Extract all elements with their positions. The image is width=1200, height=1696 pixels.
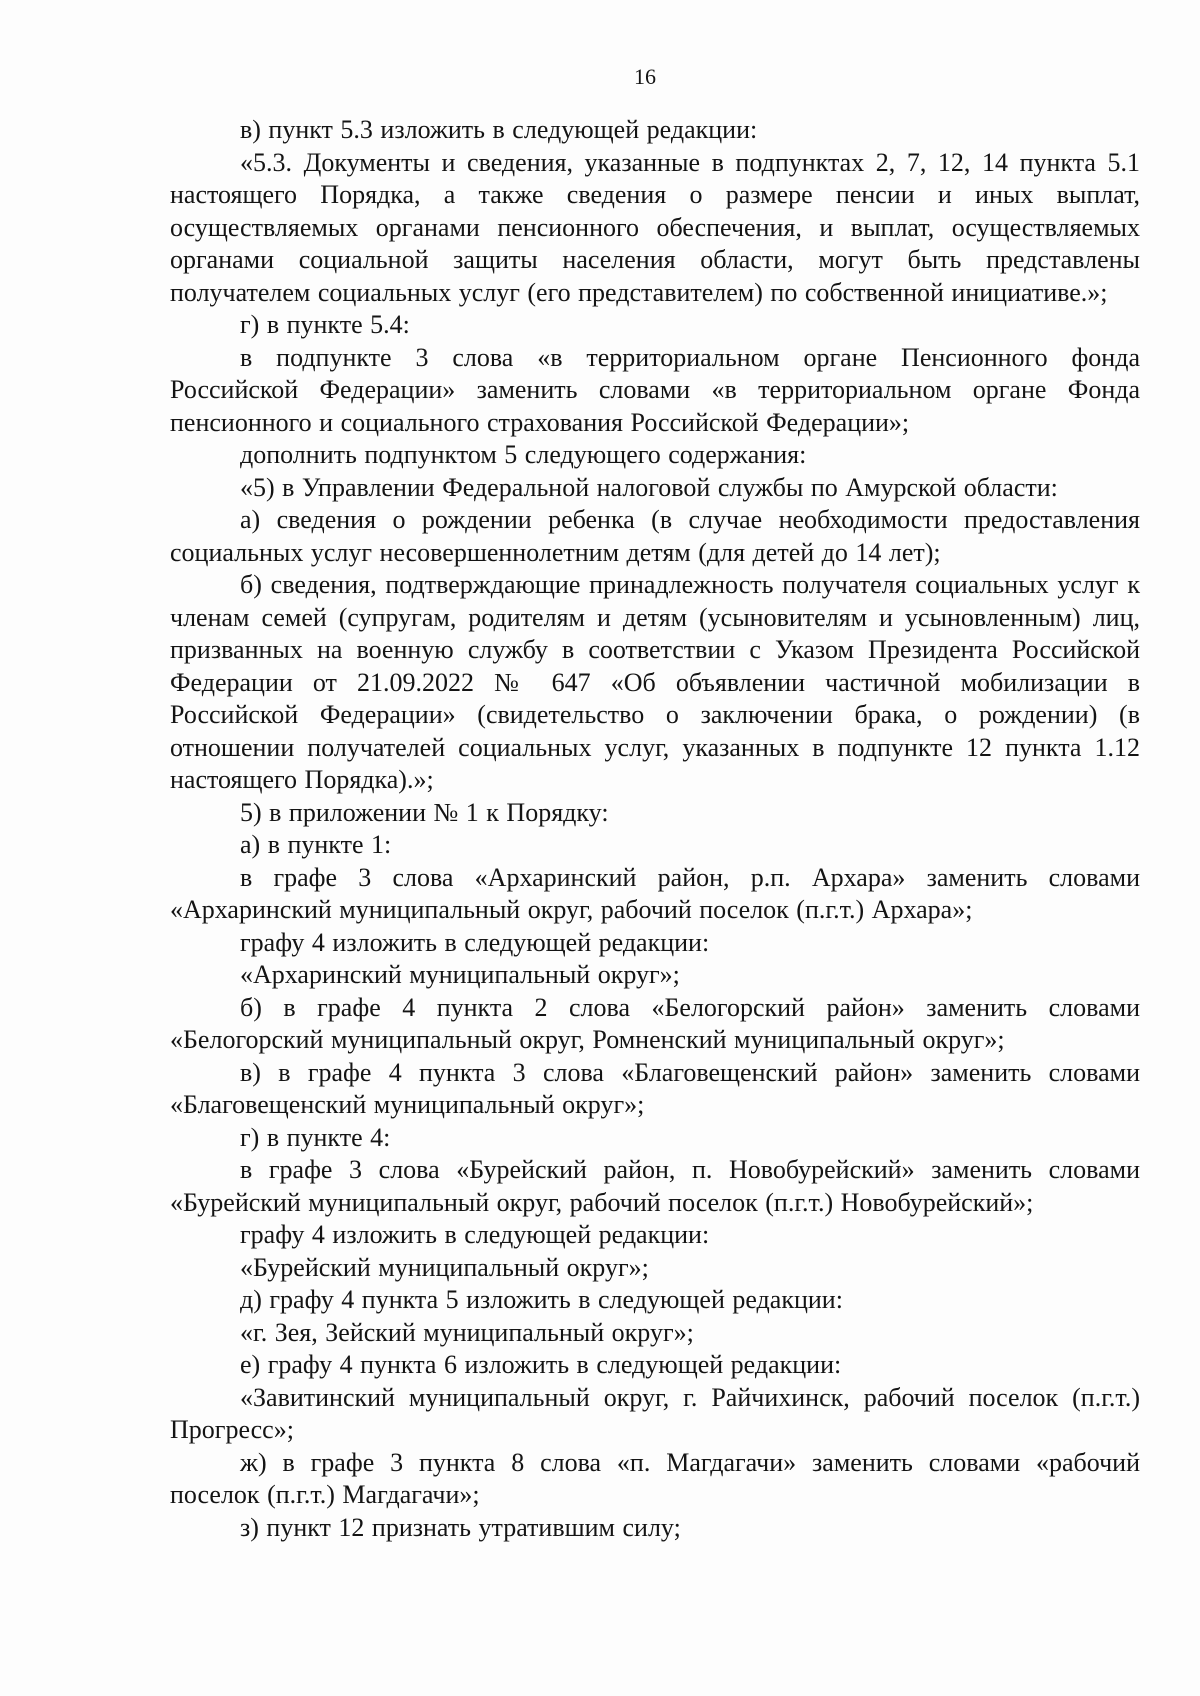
paragraph-23: «Завитинский муниципальный округ, г. Райчихинск, рабочий поселок (п.г.т.) Прогресс»; — [170, 1382, 1140, 1444]
paragraph-13: «Архаринский муниципальный округ»; — [240, 960, 680, 989]
paragraph-25: з) пункт 12 признать утратившим силу; — [240, 1512, 681, 1542]
paragraph-19: «Бурейский муниципальный округ»; — [240, 1252, 649, 1282]
paragraph-2: «5.3. Документы и сведения, указанные в подпунктах 2, 7, 12, 14 пункта 5.1 настоящего Порядка, а также сведения о размере пенсии и иных выплат, осуществляемых органами пенсионного обеспечения, и выплат, осуществляемых органами социальной защиты населения области, могут быть представлены получателем социальных услуг (его представителем) по собственной инициативе.»; — [170, 147, 1140, 307]
paragraph-14: б) в графе 4 пункта 2 слова «Белогорский район» заменить словами «Белогорский муниципальный округ, Ромненский муниципальный округ»; — [170, 992, 1140, 1054]
paragraph-15: в) в графе 4 пункта 3 слова «Благовещенский район» заменить словами «Благовещенский муниципальный округ»; — [170, 1057, 1140, 1119]
paragraph-1: в) пункт 5.3 изложить в следующей редакции: — [240, 115, 758, 144]
paragraph-5: дополнить подпунктом 5 следующего содержания: — [240, 440, 807, 469]
document-body — [170, 114, 1140, 1544]
paragraph-24: ж) в графе 3 пункта 8 слова «п. Магдагачи» заменить словами «рабочий поселок (п.г.т.) Магдагачи»; — [170, 1447, 1140, 1509]
paragraph-16: г) в пункте 4: — [240, 1122, 391, 1152]
paragraph-18: графу 4 изложить в следующей редакции: — [240, 1220, 710, 1249]
paragraph-22: е) графу 4 пункта 6 изложить в следующей редакции: — [240, 1350, 842, 1379]
paragraph-4: в подпункте 3 слова «в территориальном органе Пенсионного фонда Российской Федерации» заменить словами «в территориальном органе Фонда пенсионного и социального страхования Российской Федерации»; — [170, 342, 1140, 437]
paragraph-20: д) графу 4 пункта 5 изложить в следующей редакции: — [240, 1285, 843, 1314]
paragraph-3: г) в пункте 5.4: — [240, 310, 410, 339]
paragraph-8: б) сведения, подтверждающие принадлежность получателя социальных услуг к членам семей (супругам, родителям и детям (усыновителям и усыновленным) лиц, призванных на военную службу в соответствии с Указом Президента Российской Федерации от 21.09.2022 № 647 «Об объявлении частичной мобилизации в Российской Федерации» (свидетельство о заключении брака, о рождении) (в отношении получателей социальных услуг, указанных в подпункте 12 пункта 1.12 настоящего Порядка).»; — [170, 570, 1140, 794]
paragraph-12: графу 4 изложить в следующей редакции: — [240, 927, 710, 957]
page-number: 16 — [634, 64, 656, 89]
paragraph-7: а) сведения о рождении ребенка (в случае необходимости предоставления социальных услуг несовершеннолетним детям (для детей до 14 лет); — [170, 505, 1140, 567]
paragraph-6: «5) в Управлении Федеральной налоговой службы по Амурской области: — [240, 472, 1058, 502]
paragraph-21: «г. Зея, Зейский муниципальный округ»; — [240, 1317, 694, 1347]
paragraph-9: 5) в приложении № 1 к Порядку: — [240, 797, 609, 827]
paragraph-17: в графе 3 слова «Бурейский район, п. Новобурейский» заменить словами «Бурейский муниципальный округ, рабочий поселок (п.г.т.) Новобурейский»; — [170, 1155, 1140, 1217]
paragraph-11: в графе 3 слова «Архаринский район, р.п. Архара» заменить словами «Архаринский муниципальный округ, рабочий поселок (п.г.т.) Архара»; — [170, 862, 1140, 924]
paragraph-10: а) в пункте 1: — [240, 830, 392, 859]
